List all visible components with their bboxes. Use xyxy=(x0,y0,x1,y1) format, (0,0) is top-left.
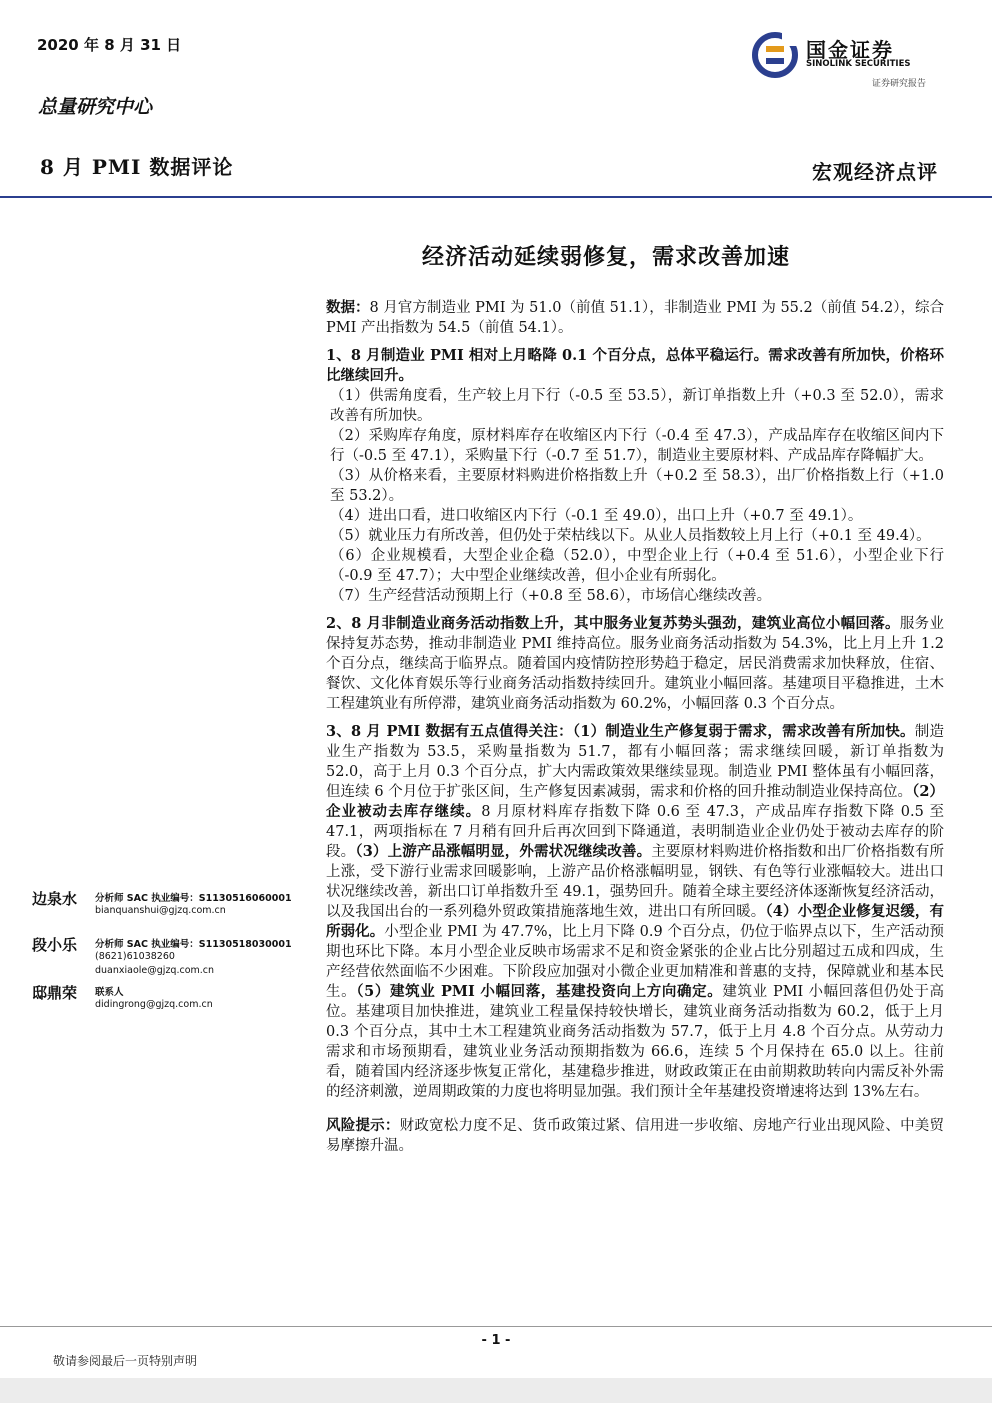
section-1-head-text: 1、8 月制造业 PMI 相对上月略降 0.1 个百分点，总体平稳运行。需求改善有所加快，价格环比继续回升。 xyxy=(326,347,944,384)
section-3-text-2: 8 月原材料库存指数下降 0.6 至 47.3，产成品库存指数下降 0.5 至 47.1，两项指标在 7 月稍有回升后再次回到下降通道，表明制造业企业仍处于被动去库存的阶段。 xyxy=(326,804,944,860)
analyst-name: 边泉水 xyxy=(32,890,78,908)
data-text: 8 月官方制造业 PMI 为 51.0（前值 51.1），非制造业 PMI 为 55.2（前值 54.2），综合 PMI 产出指数为 54.5（前值 54.1）。 xyxy=(326,300,945,336)
section-3-text-1: 制造业生产指数为 53.5，采购量指数为 51.7，都有小幅回落；需求继续回暖，新订单指数为 52.0，高于上月 0.3 个百分点，扩大内需政策效果继续显现。制造业 PMI 整体虽有小幅回落，但连续 6 个月位于扩张区间，生产修复因素减弱，需求和价格的回升推动制造业保持高位。 xyxy=(326,724,944,800)
section-3-paragraph xyxy=(326,722,944,1102)
data-paragraph xyxy=(326,298,944,338)
research-center: 总量研究中心 xyxy=(38,96,153,118)
section-3-point-3: （3）上游产品涨幅明显，外需状况继续改善。 xyxy=(355,843,652,860)
report-category: 宏观经济点评 xyxy=(812,160,938,184)
data-label: 数据： xyxy=(326,299,370,316)
analyst-card xyxy=(32,934,312,982)
section-3-text-5: 建筑业 PMI 小幅回落但仍处于高位。基建项目加快推进，建筑业工程量保持较快增长，建筑业商务活动指数为 60.2，低于上月 0.3 个百分点，其中土木工程建筑业商务活动指数为 57.7，低于上月 4.8 个百分点。从劳动力需求和市场预期看，建筑业业务活动预期指数为 66.6，连续 5 个月保持在 65.0 以上。往前看，随着国内经济逐步恢复正常化，基建稳步推进，财政政策正在由前期救助转向内需反补外需的经济刺激，逆周期政策的力度也将明显加强。我们预计全年基建投资增速将达到 13%左右。 xyxy=(326,984,944,1100)
section-1-head xyxy=(326,346,944,386)
risk-paragraph xyxy=(326,1116,944,1156)
sinolink-logo-icon xyxy=(752,32,802,78)
report-date: 2020 年 8 月 31 日 xyxy=(37,36,182,54)
analyst-list xyxy=(32,888,312,1030)
section-1-item: （6）企业规模看，大型企业企稳（52.0），中型企业上行（+0.4 至 51.6），小型企业下行（-0.9 至 47.7）；大中型企业继续改善，但小企业有所弱化。 xyxy=(330,548,944,584)
logo-tagline: 证券研究报告 xyxy=(872,79,927,89)
bottom-bar xyxy=(0,1378,992,1403)
analyst-email[interactable]: duanxiaole@gjzq.com.cn xyxy=(95,965,215,976)
main-body xyxy=(326,298,944,1156)
section-1-item: （2）采购库存角度，原材料库存在收缩区内下行（-0.4 至 47.3），产成品库存在收缩区间内下行（-0.5 至 47.1），采购量下行（-0.7 至 51.7），制造业主要原材料、产成品库存降幅扩大。 xyxy=(330,428,944,464)
analyst-email[interactable]: didingrong@gjzq.com.cn xyxy=(95,999,213,1010)
analyst-card xyxy=(32,982,312,1030)
analyst-name: 段小乐 xyxy=(32,936,78,954)
section-3-text-4: 小型企业 PMI 为 47.7%，比上月下降 0.9 个百分点，仍位于临界点以下，生产活动预期也环比下降。本月小型企业反映市场需求不足和资金紧张的企业占比分别超过五成和四成，生产经营依然面临不少困难。下阶段应加强对小微企业更加精准和普惠的支持，保障就业和基本民生。 xyxy=(326,924,945,1000)
logo-cn-text: 国金证券 xyxy=(806,38,894,62)
header-divider xyxy=(0,196,992,198)
section-3-point-5: （5）建筑业 PMI 小幅回落，基建投资向上方向确定。 xyxy=(356,983,723,1000)
section-2-text: 服务业保持复苏态势，推动非制造业 PMI 维持高位。服务业商务活动指数为 54.3%，比上月上升 1.2 个百分点，继续高于临界点。随着国内疫情防控形势趋于稳定，居民消费需求加快释放，住宿、餐饮、文化体育娱乐等行业商务活动指数持续回升。建筑业小幅回落。基建项目平稳推进，土木工程建筑业有所停滞，建筑业商务活动指数为 60.2%，小幅回落 0.3 个百分点。 xyxy=(326,616,944,712)
analyst-name: 邸鼎荣 xyxy=(32,984,78,1002)
logo-en-text: SINOLINK SECURITIES xyxy=(806,59,911,69)
analyst-title: 分析师 SAC 执业编号：S1130518030001 xyxy=(95,939,292,950)
section-1-item: （4）进出口看，进口收缩区内下行（-0.1 至 49.0），出口上升（+0.7 至 49.1）。 xyxy=(330,508,863,524)
risk-text: 财政宽松力度不足、货币政策过紧、信用进一步收缩、房地产行业出现风险、中美贸易摩擦升温。 xyxy=(326,1118,945,1154)
section-1-item: （5）就业压力有所改善，但仍处于荣枯线以下。从业人员指数较上月上行（+0.1 至 49.4）。 xyxy=(330,528,931,544)
section-1-item: （1）供需角度看，生产较上月下行（-0.5 至 53.5），新订单指数上升（+0.3 至 52.0），需求改善有所加快。 xyxy=(330,388,944,424)
section-2-paragraph xyxy=(326,614,944,714)
section-3-point-2: （2）企业被动去库存继续。 xyxy=(326,783,944,820)
section-1-item: （3）从价格来看，主要原材料购进价格指数上升（+0.2 至 58.3），出厂价格指数上行（+1.0 至 53.2）。 xyxy=(330,468,944,504)
section-3-point-4: （4）小型企业修复迟缓，有所弱化。 xyxy=(326,903,945,940)
section-3-head: 3、8 月 PMI 数据有五点值得关注：（1）制造业生产修复弱于需求，需求改善有所加快。 xyxy=(326,723,915,740)
analyst-email[interactable]: bianquanshui@gjzq.com.cn xyxy=(95,905,226,916)
headline: 经济活动延续弱修复，需求改善加速 xyxy=(422,244,791,270)
section-2-head: 2、8 月非制造业商务活动指数上升，其中服务业复苏势头强劲，建筑业高位小幅回落。 xyxy=(326,615,900,632)
analyst-card xyxy=(32,888,312,934)
page-number: - 1 - xyxy=(481,1333,511,1348)
footer-disclaimer: 敬请参阅最后一页特别声明 xyxy=(53,1354,198,1368)
footer-divider xyxy=(0,1326,992,1327)
analyst-phone: (8621)61038260 xyxy=(95,951,175,962)
analyst-title: 分析师 SAC 执业编号：S1130516060001 xyxy=(95,893,292,904)
risk-label: 风险提示： xyxy=(326,1117,400,1134)
section-3-text-3: 主要原材料购进价格指数和出厂价格指数有所上涨，受下游行业需求回暖影响，上游产品价格涨幅明显，钢铁、有色等行业涨幅较大。进出口状况继续改善，新出口订单指数升至 49.1，强势回升。随着全球主要经济体逐渐恢复经济活动，以及我国出台的一系列稳外贸政策措施落地生效，进出口有所回暖。 xyxy=(326,844,945,920)
section-1-item: （7）生产经营活动预期上行（+0.8 至 58.6），市场信心继续改善。 xyxy=(330,588,772,604)
report-title: 8 月 PMI 数据评论 xyxy=(40,155,234,179)
analyst-title: 联系人 xyxy=(95,987,124,998)
